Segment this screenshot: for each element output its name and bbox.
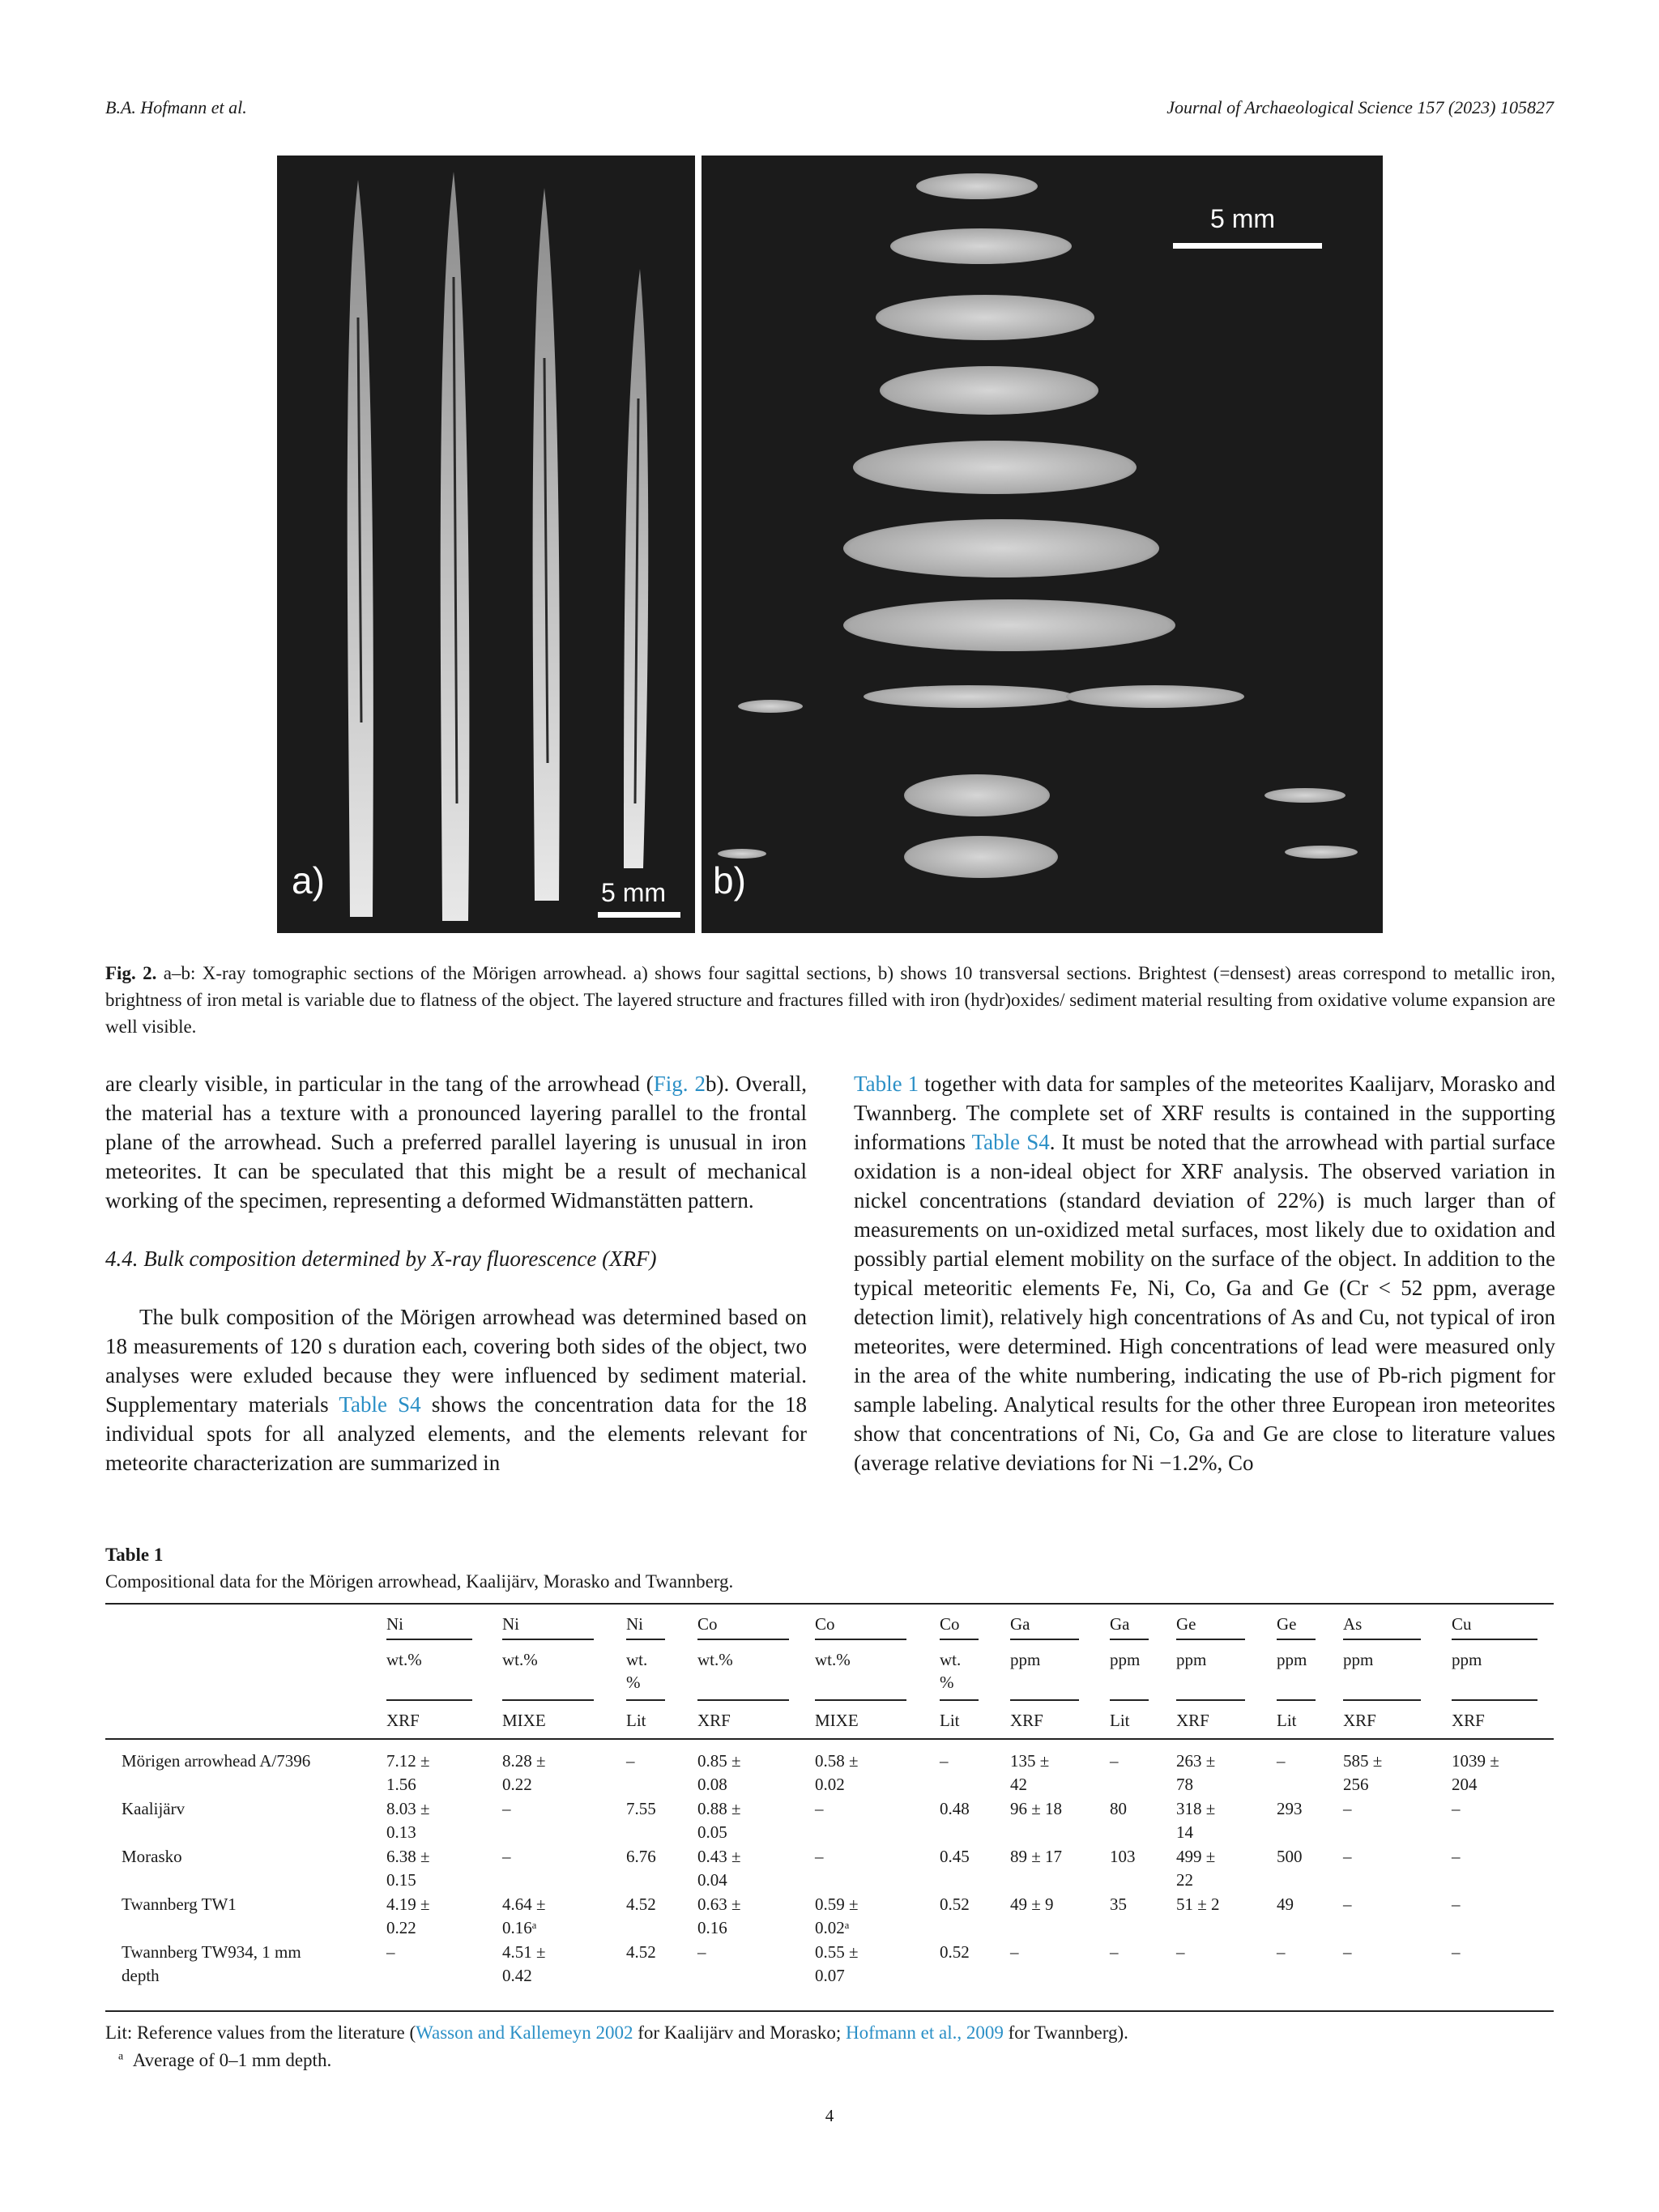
scale-bar-a — [598, 912, 680, 918]
table-caption: Compositional data for the Mörigen arrowhead, Kaalijärv, Morasko and Twannberg. — [105, 1571, 734, 1592]
header-rule — [1176, 1639, 1245, 1640]
column-header-unit: wt.% — [815, 1650, 851, 1669]
table-header-rule — [105, 1738, 1554, 1740]
header-rule — [940, 1639, 979, 1640]
column-header-method: XRF — [1343, 1711, 1376, 1730]
column-header-element: Ni — [386, 1614, 403, 1634]
column-header-unit: ppm — [1110, 1650, 1141, 1669]
table-cell: 263 ± 78 — [1176, 1751, 1216, 1794]
table-footnote-lit — [105, 2022, 1128, 2044]
header-rule — [697, 1639, 789, 1640]
table-cell: 0.45 — [940, 1847, 970, 1866]
table-cell: – — [1110, 1751, 1119, 1771]
header-rule — [386, 1699, 472, 1701]
table-cell: 8.28 ± 0.22 — [502, 1751, 546, 1794]
column-header-element: Cu — [1452, 1614, 1472, 1634]
header-rule — [1452, 1639, 1537, 1640]
figure-panel-b — [702, 156, 1383, 933]
table-cell: 318 ± 14 — [1176, 1799, 1216, 1842]
table-cell: 6.38 ± 0.15 — [386, 1847, 430, 1890]
table-cell: 103 — [1110, 1847, 1136, 1866]
column-header-method: Lit — [1277, 1711, 1297, 1730]
header-rule — [1277, 1639, 1316, 1640]
scale-label-b: 5 mm — [1210, 204, 1275, 233]
figure-panel-a — [277, 156, 695, 933]
header-rule — [626, 1639, 665, 1640]
running-header-authors: B.A. Hofmann et al. — [105, 97, 247, 117]
panel-b-label: b) — [713, 859, 746, 901]
table-cell: 500 — [1277, 1847, 1303, 1866]
table-cell: 585 ± 256 — [1343, 1751, 1383, 1794]
table-cell: 135 ± 42 — [1010, 1751, 1050, 1794]
table-cell: 7.12 ± 1.56 — [386, 1751, 430, 1794]
page-number: 4 — [825, 2106, 834, 2125]
figure-caption-label: Fig. 2. — [105, 963, 157, 983]
column-header-unit: ppm — [1010, 1650, 1041, 1669]
table-cell: 7.55 — [626, 1799, 656, 1818]
column-header-element: Ga — [1110, 1614, 1130, 1634]
table-cell: 49 — [1277, 1894, 1294, 1914]
table-cell: 51 ± 2 — [1176, 1894, 1220, 1914]
sagittal-sections-image — [277, 156, 695, 933]
header-rule — [815, 1699, 906, 1701]
text-column-right — [854, 1069, 1555, 1477]
table-cell: 0.85 ± 0.08 — [697, 1751, 741, 1794]
header-rule — [1010, 1699, 1079, 1701]
header-rule — [1343, 1699, 1421, 1701]
text-column-left — [105, 1069, 807, 1477]
table-cell: 96 ± 18 — [1010, 1799, 1063, 1818]
header-rule — [697, 1699, 789, 1701]
table-cell: – — [1452, 1799, 1461, 1818]
column-header-method: Lit — [940, 1711, 960, 1730]
text-run: Lit: Reference values from the literature ( — [105, 2022, 416, 2043]
table-cell: 0.58 ± 0.02 — [815, 1751, 859, 1794]
scale-bar-b — [1173, 243, 1322, 249]
table-row-label: Morasko — [122, 1847, 182, 1866]
column-header-unit: wt. % — [626, 1650, 648, 1692]
table-s4-link[interactable]: Table S4 — [971, 1130, 1050, 1154]
table-cell: – — [815, 1847, 824, 1866]
scale-label-a: 5 mm — [601, 878, 666, 907]
text-run: The bulk composition of the Mörigen arrowhead was determined based on 18 measurements of 120 s duration each, covering both sides of the object, two analyses were exluded because they were influenced by sediment material. Supplementary materials — [105, 1305, 807, 1417]
table-cell: – — [1343, 1847, 1352, 1866]
header-rule — [1452, 1699, 1537, 1701]
fig-2-link[interactable]: Fig. 2 — [653, 1072, 706, 1096]
column-header-element: Ge — [1277, 1614, 1297, 1634]
table-cell: – — [1452, 1942, 1461, 1962]
header-rule — [1277, 1699, 1316, 1701]
column-header-method: MIXE — [815, 1711, 859, 1730]
table-cell: – — [1343, 1894, 1352, 1914]
table-footnote-a — [118, 2050, 331, 2071]
table-cell: – — [1277, 1942, 1286, 1962]
table-cell: – — [1277, 1751, 1286, 1771]
table-cell: – — [386, 1942, 395, 1962]
text-run: are clearly visible, in particular in the tang of the arrowhead ( — [105, 1072, 654, 1096]
table-cell: 4.52 — [626, 1942, 656, 1962]
table-row-label: Twannberg TW934, 1 mm depth — [122, 1942, 301, 1985]
table-cell: – — [626, 1751, 635, 1771]
table-cell: 0.59 ± 0.02ᵃ — [815, 1894, 859, 1937]
table-cell: 89 ± 17 — [1010, 1847, 1063, 1866]
table-cell: 4.51 ± 0.42 — [502, 1942, 546, 1985]
table-top-rule — [105, 1603, 1554, 1605]
table-1-link[interactable]: Table 1 — [854, 1072, 919, 1096]
header-rule — [1110, 1699, 1149, 1701]
table-cell: 0.48 — [940, 1799, 970, 1818]
column-header-unit: ppm — [1176, 1650, 1207, 1669]
hofmann-2009-link[interactable]: Hofmann et al., 2009 — [846, 2022, 1004, 2043]
column-header-method: XRF — [1176, 1711, 1209, 1730]
column-header-element: As — [1343, 1614, 1363, 1634]
table-cell: 1039 ± 204 — [1452, 1751, 1499, 1794]
column-header-unit: wt. % — [940, 1650, 962, 1692]
paragraph — [105, 1302, 807, 1477]
table-cell: 35 — [1110, 1894, 1127, 1914]
header-rule — [1343, 1639, 1421, 1640]
column-header-element: Ni — [626, 1614, 643, 1634]
table-bottom-rule — [105, 2010, 1554, 2012]
table-s4-link[interactable]: Table S4 — [339, 1392, 421, 1417]
column-header-unit: ppm — [1343, 1650, 1374, 1669]
column-header-element: Ga — [1010, 1614, 1030, 1634]
column-header-element: Co — [940, 1614, 960, 1634]
table-cell: – — [1343, 1942, 1352, 1962]
paragraph — [854, 1069, 1555, 1477]
table-cell: 80 — [1110, 1799, 1127, 1818]
header-rule — [940, 1699, 979, 1701]
section-heading: 4.4. Bulk composition determined by X-ray fluorescence (XRF) — [105, 1247, 657, 1271]
table-cell: – — [1010, 1942, 1019, 1962]
column-header-element: Ge — [1176, 1614, 1196, 1634]
text-run: for Kaalijärv and Morasko; — [633, 2022, 847, 2043]
table-row-label: Twannberg TW1 — [122, 1894, 237, 1914]
table-cell: – — [697, 1942, 706, 1962]
table-cell: 0.88 ± 0.05 — [697, 1799, 741, 1842]
column-header-unit: ppm — [1452, 1650, 1482, 1669]
table-cell: 0.55 ± 0.07 — [815, 1942, 859, 1985]
transversal-sections-image — [702, 156, 1383, 933]
column-header-method: Lit — [626, 1711, 646, 1730]
header-rule — [386, 1639, 472, 1640]
column-header-unit: wt.% — [502, 1650, 538, 1669]
table-cell: 49 ± 9 — [1010, 1894, 1054, 1914]
text-run: b). Overall, the material has a texture with a pronounced layering parallel to the frontal plane of the arrowhead. Such a preferred parallel layering is unusual in iron meteorites. It can be speculated that this might be a result of mechanical working of the specimen, representing a deformed Widmanstätten pattern. — [105, 1072, 807, 1213]
table-cell: – — [502, 1799, 511, 1818]
header-rule — [1110, 1639, 1149, 1640]
table-cell: 4.19 ± 0.22 — [386, 1894, 430, 1937]
column-header-method: MIXE — [502, 1711, 546, 1730]
table-cell: 0.43 ± 0.04 — [697, 1847, 741, 1890]
column-header-element: Co — [697, 1614, 718, 1634]
column-header-method: XRF — [1010, 1711, 1043, 1730]
header-rule — [815, 1639, 906, 1640]
table-cell: 499 ± 22 — [1176, 1847, 1216, 1890]
table-cell: – — [1452, 1847, 1461, 1866]
table-cell: – — [1452, 1894, 1461, 1914]
column-header-unit: wt.% — [697, 1650, 733, 1669]
table-cell: 6.76 — [626, 1847, 656, 1866]
table-cell: 8.03 ± 0.13 — [386, 1799, 430, 1842]
column-header-method: XRF — [697, 1711, 731, 1730]
table-cell: 0.52 — [940, 1894, 970, 1914]
text-run: . It must be noted that the arrowhead with partial surface oxidation is a non-ideal object for XRF analysis. The observed variation in nickel concentrations (standard deviation of 22%) is much larger than of measurements on un-oxidized metal surfaces, most likely due to oxidation and possibly partial element mobility on the surface of the object. In addition to the typical meteoritic elements Fe, Ni, Co, Ga and Ge (Cr < 52 ppm, average detection limit), relatively high concentrations of As and Cu, not typical of iron meteorites, were determined. High concentrations of lead were measured only in the area of the white numbering, indicating the use of Pb-rich pigment for sample labeling. Analytical results for the other three European iron meteorites show that concentrations of Ni, Co, Ga and Ge are close to literature values (average relative deviations for Ni −1.2%, Co — [854, 1130, 1555, 1475]
figure-caption-text: a–b: X-ray tomographic sections of the Mörigen arrowhead. a) shows four sagittal sections, b) shows 10 transversal sections. Brightest (=densest) areas correspond to metallic iron, brightness of iron metal is variable due to flatness of the object. The layered structure and fractures filled with iron (hydr)oxides/ sediment material resulting from oxidative volume expansion are well visible. — [105, 963, 1555, 1037]
column-header-method: XRF — [386, 1711, 420, 1730]
figure-2 — [277, 156, 1383, 933]
table-cell: 0.63 ± 0.16 — [697, 1894, 741, 1937]
figure-caption — [105, 960, 1555, 1040]
text-run: shows the concentration data for the 18 individual spots for all analyzed elements, and the elements relevant for meteorite characterization are summarized in — [105, 1392, 808, 1475]
table-cell: – — [1110, 1942, 1119, 1962]
table-cell: 0.52 — [940, 1942, 970, 1962]
text-run: together with data for samples of the meteorites Kaalijarv, Morasko and Twannberg. The complete set of XRF results is contained in the supporting informations — [854, 1072, 1556, 1154]
wasson-kallemeyn-link[interactable]: Wasson and Kallemeyn 2002 — [416, 2022, 633, 2043]
column-header-unit: ppm — [1277, 1650, 1307, 1669]
header-rule — [502, 1639, 594, 1640]
footnote-mark: a — [118, 2050, 124, 2063]
header-rule — [502, 1699, 594, 1701]
table-cell: – — [815, 1799, 824, 1818]
table-title: Table 1 — [105, 1545, 164, 1565]
header-rule — [1010, 1639, 1079, 1640]
header-rule — [1176, 1699, 1245, 1701]
header-rule — [626, 1699, 665, 1701]
table-cell: 4.52 — [626, 1894, 656, 1914]
column-header-element: Co — [815, 1614, 835, 1634]
table-cell: – — [502, 1847, 511, 1866]
column-header-unit: wt.% — [386, 1650, 422, 1669]
running-header-journal: Journal of Archaeological Science 157 (2023) 105827 — [1166, 97, 1554, 117]
text-run: Average of 0–1 mm depth. — [132, 2050, 332, 2070]
table-cell: – — [1176, 1942, 1185, 1962]
column-header-method: XRF — [1452, 1711, 1485, 1730]
table-row-label: Kaalijärv — [122, 1799, 186, 1818]
text-run: for Twannberg). — [1003, 2022, 1128, 2043]
column-header-method: Lit — [1110, 1711, 1130, 1730]
paragraph — [105, 1069, 807, 1215]
table-cell: – — [1343, 1799, 1352, 1818]
table-cell: 293 — [1277, 1799, 1303, 1818]
panel-a-label: a) — [292, 859, 325, 901]
table-cell: 4.64 ± 0.16ᵃ — [502, 1894, 546, 1937]
table-cell: – — [940, 1751, 949, 1771]
table-row-label: Mörigen arrowhead A/7396 — [122, 1751, 311, 1771]
column-header-element: Ni — [502, 1614, 519, 1634]
